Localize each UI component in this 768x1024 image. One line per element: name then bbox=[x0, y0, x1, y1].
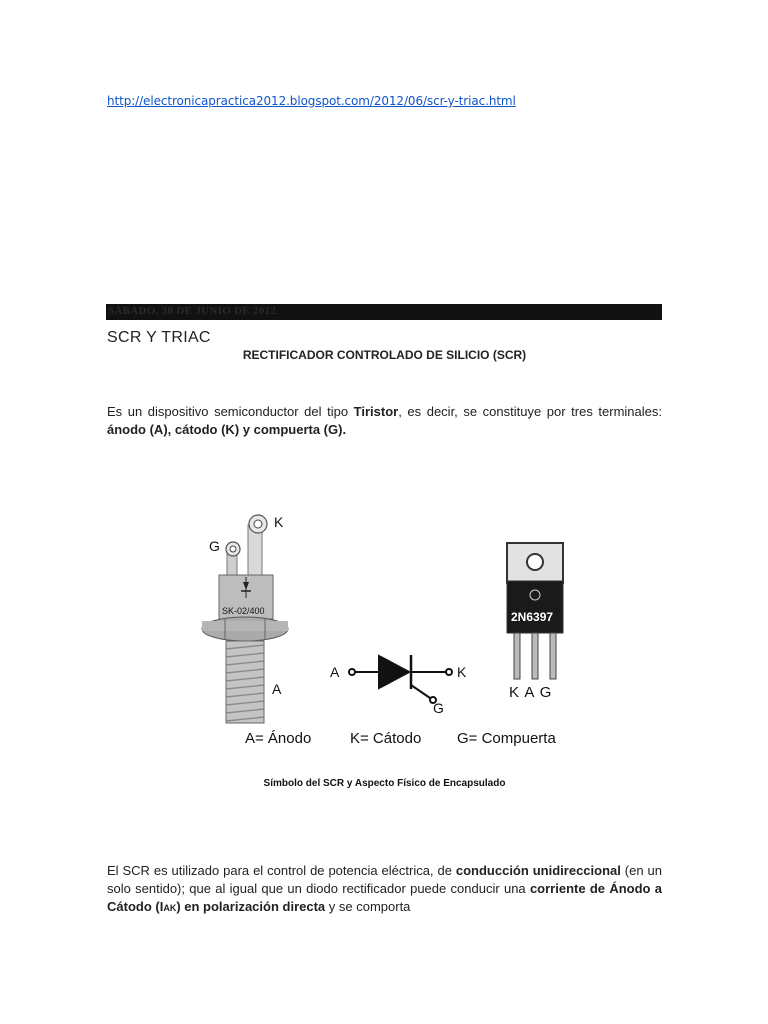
stud-label-k: K bbox=[274, 514, 284, 530]
bold-current: corriente de Ánodo a Cátodo (I bbox=[107, 881, 662, 914]
source-link[interactable]: http://electronicapractica2012.blogspot.com/2012/06/scr-y-triac.html bbox=[107, 94, 516, 108]
bold-current-subscript: AK bbox=[163, 903, 177, 913]
to220-marking: 2N6397 bbox=[511, 610, 554, 624]
text: (en un solo sentido); que al igual que un diodo rectificador puede conducir una bbox=[107, 863, 662, 896]
date-header-bar bbox=[106, 304, 662, 320]
scr-figure bbox=[195, 505, 585, 760]
bold-forward-bias: ) en polarización directa bbox=[176, 899, 326, 914]
bold-terminals: ánodo (A), cátodo (K) y compuerta (G). bbox=[107, 422, 347, 437]
stud-label-g: G bbox=[209, 538, 220, 554]
legend-anode: A= Ánodo bbox=[245, 730, 312, 747]
section-title: RECTIFICADOR CONTROLADO DE SILICIO (SCR) bbox=[242, 348, 527, 362]
bold-unidirectional: conducción unidireccional bbox=[455, 863, 621, 878]
to220-pin-labels: K A G bbox=[509, 684, 552, 701]
paragraph-intro bbox=[107, 403, 662, 439]
post-title[interactable]: SCR Y TRIAC bbox=[107, 329, 211, 346]
scr-symbol bbox=[349, 655, 452, 703]
text: y se comporta bbox=[325, 899, 411, 914]
bold-tiristor: Tiristor bbox=[353, 404, 399, 419]
stud-label-a: A bbox=[272, 681, 282, 697]
post-date: SÁBADO, 30 DE JUNIO DE 2012 bbox=[108, 305, 277, 317]
text: , es decir, se constituye por tres terminales: bbox=[398, 404, 662, 419]
text: Es un dispositivo semiconductor del tipo bbox=[107, 404, 354, 419]
symbol-label-g: G bbox=[433, 700, 444, 716]
stud-marking: SK-02/400 bbox=[222, 606, 265, 616]
paragraph-scr-use bbox=[107, 862, 662, 917]
symbol-label-a: A bbox=[330, 664, 340, 680]
symbol-label-k: K bbox=[457, 664, 467, 680]
figure-caption: Símbolo del SCR y Aspecto Físico de Encapsulado bbox=[263, 778, 506, 789]
legend-gate: G= Compuerta bbox=[457, 730, 556, 747]
legend-cathode: K= Cátodo bbox=[350, 730, 422, 747]
text: El SCR es utilizado para el control de potencia eléctrica, de bbox=[107, 863, 456, 878]
